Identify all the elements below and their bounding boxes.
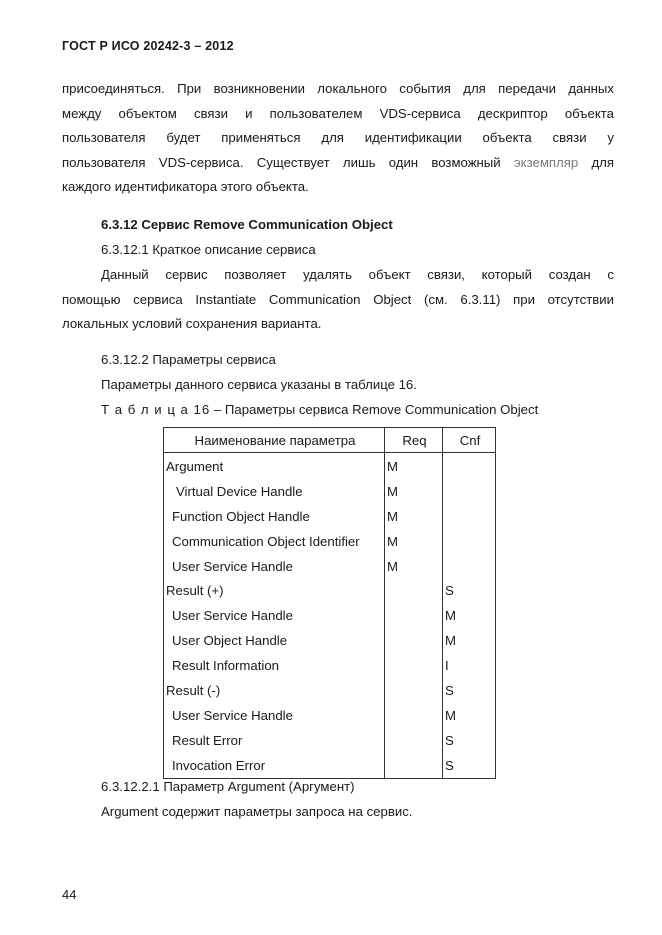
param-name: Result Error bbox=[164, 728, 385, 753]
subsection-title: 6.3.12.2 Параметры сервиса bbox=[101, 352, 276, 367]
req-cell bbox=[385, 728, 443, 753]
table-row bbox=[164, 453, 496, 479]
cnf-cell bbox=[443, 453, 496, 479]
argument-description: Argument содержит параметры запроса на сервис. bbox=[101, 804, 413, 819]
text-line: Данный сервис позволяет удалять объект связи, который создан с bbox=[101, 267, 614, 282]
table-row bbox=[164, 678, 496, 703]
document-header: ГОСТ Р ИСО 20242-3 – 2012 bbox=[62, 39, 234, 53]
text-line: помощью сервиса Instantiate Communication Object (см. 6.3.11) при отсутствии bbox=[62, 291, 614, 307]
req-cell bbox=[385, 578, 443, 603]
req-cell bbox=[385, 603, 443, 628]
req-cell: M bbox=[385, 554, 443, 579]
intro-paragraph bbox=[62, 77, 614, 200]
req-cell bbox=[385, 628, 443, 653]
cnf-cell: S bbox=[443, 578, 496, 603]
table-row bbox=[164, 578, 496, 603]
cnf-cell: M bbox=[443, 628, 496, 653]
param-name: Communication Object Identifier bbox=[164, 529, 385, 554]
table-row bbox=[164, 703, 496, 728]
table-caption bbox=[101, 402, 538, 417]
text-line: между объектом связи и пользователем VDS-сервиса дескриптор объекта bbox=[62, 105, 614, 121]
subsection-title: 6.3.12.1 Краткое описание сервиса bbox=[101, 242, 316, 257]
text-line: пользователя будет применяться для идентификации объекта связи у bbox=[62, 130, 614, 146]
text-line bbox=[62, 151, 614, 176]
table-row bbox=[164, 653, 496, 678]
req-cell: M bbox=[385, 504, 443, 529]
cnf-cell: S bbox=[443, 728, 496, 753]
text-line: каждого идентификатора этого объекта. bbox=[62, 179, 309, 195]
cnf-cell: M bbox=[443, 703, 496, 728]
req-cell bbox=[385, 678, 443, 703]
section-heading: 6.3.12 Сервис Remove Communication Object bbox=[101, 217, 393, 232]
param-name: User Object Handle bbox=[164, 628, 385, 653]
table-row bbox=[164, 554, 496, 579]
req-cell: M bbox=[385, 479, 443, 504]
param-name: Virtual Device Handle bbox=[164, 479, 385, 504]
parameters-table bbox=[163, 427, 496, 779]
cnf-cell bbox=[443, 529, 496, 554]
param-name: Function Object Handle bbox=[164, 504, 385, 529]
param-name: Result (+) bbox=[164, 578, 385, 603]
cnf-cell: S bbox=[443, 753, 496, 778]
subsection-title: 6.3.12.2.1 Параметр Argument (Аргумент) bbox=[101, 779, 355, 794]
highlighted-word: экземпляр bbox=[513, 154, 579, 170]
table-row bbox=[164, 753, 496, 778]
caption-label: Т а б л и ц а 16 bbox=[101, 402, 211, 417]
text-fragment: для bbox=[591, 154, 615, 170]
column-header: Cnf bbox=[443, 428, 496, 453]
req-cell bbox=[385, 703, 443, 728]
param-name: Result Information bbox=[164, 653, 385, 678]
table-reference-text: Параметры данного сервиса указаны в таблице 16. bbox=[101, 377, 417, 392]
table-row bbox=[164, 504, 496, 529]
text-line: присоединяться. При возникновении локального события для передачи данных bbox=[62, 81, 614, 96]
req-cell bbox=[385, 653, 443, 678]
cnf-cell: M bbox=[443, 603, 496, 628]
cnf-cell bbox=[443, 479, 496, 504]
table-header-row bbox=[164, 428, 496, 453]
param-name: Argument bbox=[164, 453, 385, 479]
caption-text: – Параметры сервиса Remove Communication Object bbox=[210, 402, 539, 417]
param-name: User Service Handle bbox=[164, 554, 385, 579]
table-row bbox=[164, 479, 496, 504]
cnf-cell: S bbox=[443, 678, 496, 703]
column-header: Req bbox=[385, 428, 443, 453]
param-name: User Service Handle bbox=[164, 603, 385, 628]
cnf-cell bbox=[443, 554, 496, 579]
table-row bbox=[164, 628, 496, 653]
description-paragraph bbox=[62, 263, 614, 337]
param-name: Result (-) bbox=[164, 678, 385, 703]
column-header: Наименование параметра bbox=[164, 428, 385, 453]
req-cell: M bbox=[385, 453, 443, 479]
cnf-cell: I bbox=[443, 653, 496, 678]
req-cell: M bbox=[385, 529, 443, 554]
text-fragment: пользователя VDS-сервиса. Существует лишь один возможный bbox=[62, 154, 501, 170]
table-row bbox=[164, 603, 496, 628]
page-number: 44 bbox=[62, 887, 77, 902]
table-row bbox=[164, 529, 496, 554]
text-line: локальных условий сохранения варианта. bbox=[62, 316, 322, 332]
param-name: Invocation Error bbox=[164, 753, 385, 778]
param-name: User Service Handle bbox=[164, 703, 385, 728]
req-cell bbox=[385, 753, 443, 778]
cnf-cell bbox=[443, 504, 496, 529]
table-row bbox=[164, 728, 496, 753]
